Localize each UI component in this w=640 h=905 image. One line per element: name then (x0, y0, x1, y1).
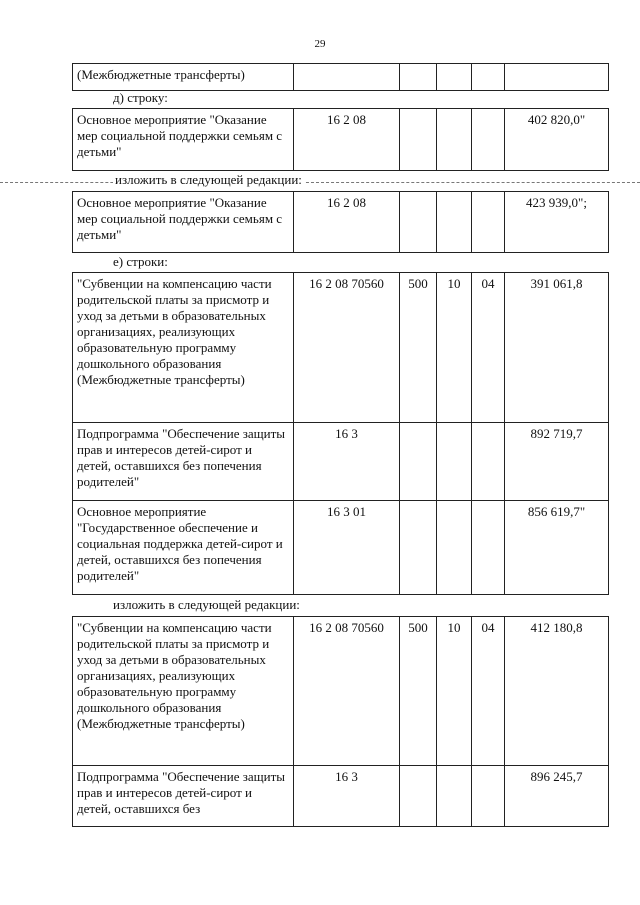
budget-table-fragment (72, 272, 609, 595)
instruction-label: изложить в следующей редакции: (113, 597, 300, 612)
instruction-label: изложить в следующей редакции: (115, 172, 302, 187)
cell-name: (Межбюджетные трансферты) (73, 64, 294, 91)
table-row (73, 423, 609, 501)
cell-rz (437, 501, 472, 595)
cell-code: 16 2 08 (294, 109, 400, 171)
cell-pr (472, 766, 505, 827)
cell-rz (437, 766, 472, 827)
cell-pr: 04 (472, 617, 505, 766)
cell-code: 16 2 08 70560 (294, 273, 400, 423)
cell-sum: 896 245,7 (505, 766, 609, 827)
cell-name: "Субвенции на компенсацию части родительской платы за присмотр и уход за детьми в образовательных организациях, реализующих образовательную программу дошкольного образования (Межбюджетные трансферты) (73, 617, 294, 766)
cell-vr (400, 766, 437, 827)
table-row (73, 64, 609, 91)
cell-pr (472, 109, 505, 171)
budget-table-fragment (72, 191, 609, 253)
table-row (73, 109, 609, 171)
cell-name: Подпрограмма "Обеспечение защиты прав и интересов детей-сирот и детей, оставшихся без попечения родителей" (73, 423, 294, 501)
cell-code (294, 64, 400, 91)
cell-rz (437, 192, 472, 253)
cell-name: Подпрограмма "Обеспечение защиты прав и интересов детей-сирот и детей, оставшихся без (73, 766, 294, 827)
cell-rz (437, 64, 472, 91)
cell-code: 16 2 08 70560 (294, 617, 400, 766)
cell-rz (437, 423, 472, 501)
cell-vr: 500 (400, 617, 437, 766)
cell-pr: 04 (472, 273, 505, 423)
cell-rz: 10 (437, 273, 472, 423)
table-row (73, 617, 609, 766)
cell-rz (437, 109, 472, 171)
cell-vr (400, 64, 437, 91)
cell-name: "Субвенции на компенсацию части родительской платы за присмотр и уход за детьми в образовательных организациях, реализующих образовательную программу дошкольного образования (Межбюджетные трансферты) (73, 273, 294, 423)
table-row (73, 766, 609, 827)
instruction-label: е) строки: (113, 254, 168, 269)
cell-rz: 10 (437, 617, 472, 766)
cell-vr (400, 192, 437, 253)
table-row (73, 192, 609, 253)
cell-sum (505, 64, 609, 91)
cell-vr (400, 109, 437, 171)
page-number: 29 (314, 38, 326, 50)
cell-pr (472, 423, 505, 501)
cell-code: 16 3 (294, 766, 400, 827)
table-row (73, 273, 609, 423)
budget-table-fragment (72, 108, 609, 171)
cell-sum: 402 820,0" (505, 109, 609, 171)
budget-table-fragment (72, 616, 609, 827)
cell-name: Основное мероприятие "Оказание мер социальной поддержки семьям с детьми" (73, 192, 294, 253)
cell-sum: 892 719,7 (505, 423, 609, 501)
cell-sum: 412 180,8 (505, 617, 609, 766)
cell-pr (472, 64, 505, 91)
cell-sum: 423 939,0"; (505, 192, 609, 253)
cell-vr: 500 (400, 273, 437, 423)
cell-code: 16 3 01 (294, 501, 400, 595)
cell-sum: 856 619,7" (505, 501, 609, 595)
cell-vr (400, 423, 437, 501)
cell-pr (472, 192, 505, 253)
budget-table-fragment (72, 63, 609, 91)
instruction-label: д) строку: (113, 90, 168, 105)
scan-fold-line (0, 182, 640, 183)
cell-name: Основное мероприятие "Государственное обеспечение и социальная поддержка детей-сирот и детей, оставшихся без попечения родителей" (73, 501, 294, 595)
table-row (73, 501, 609, 595)
cell-pr (472, 501, 505, 595)
cell-code: 16 3 (294, 423, 400, 501)
cell-code: 16 2 08 (294, 192, 400, 253)
cell-vr (400, 501, 437, 595)
cell-name: Основное мероприятие "Оказание мер социальной поддержки семьям с детьми" (73, 109, 294, 171)
cell-sum: 391 061,8 (505, 273, 609, 423)
